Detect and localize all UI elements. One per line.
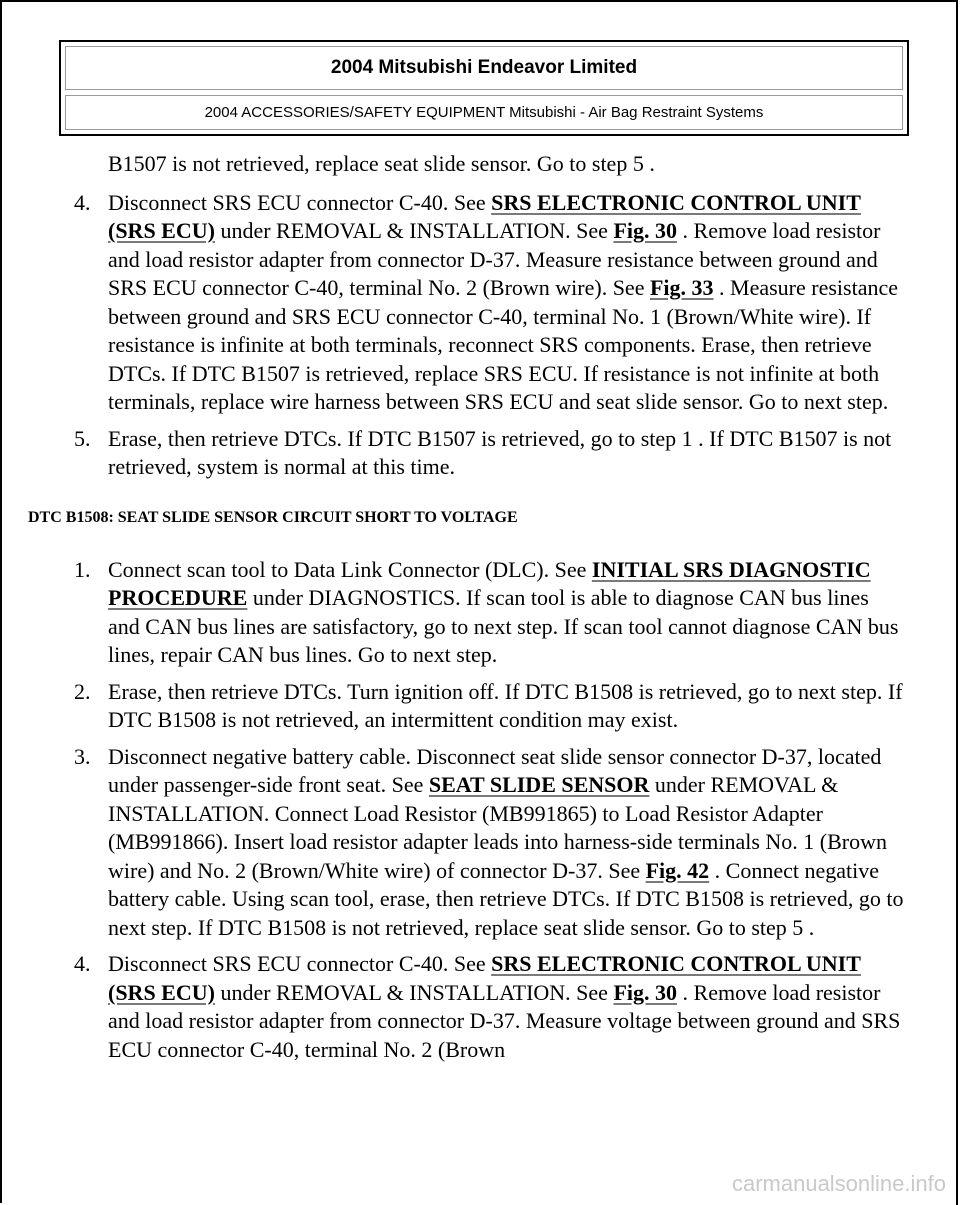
header-subtitle: 2004 ACCESSORIES/SAFETY EQUIPMENT Mitsubishi - Air Bag Restraint Systems: [65, 95, 903, 130]
document-body: [28, 150, 904, 1072]
step-list-b1507: [74, 189, 904, 482]
document-header: [59, 40, 909, 136]
step-item: [74, 678, 904, 735]
step-number: 4.: [74, 189, 91, 215]
page-border-right: [956, 0, 958, 1205]
link-srs-ecu[interactable]: SRS ELECTRONIC CONTROL UNIT (SRS ECU): [108, 951, 861, 1005]
step-text: Disconnect SRS ECU connector C-40. See: [108, 189, 492, 215]
step-text: Disconnect SRS ECU connector C-40. See: [108, 951, 492, 976]
step-number: 2.: [74, 678, 91, 704]
step-number: 3.: [74, 743, 91, 769]
link-fig-42[interactable]: Fig. 42: [645, 857, 710, 883]
step-number: 5.: [74, 425, 91, 451]
link-initial-srs-diagnostic[interactable]: INITIAL SRS DIAGNOSTIC PROCEDURE: [108, 556, 871, 610]
watermark-text: carmanualsonline.info: [731, 1171, 946, 1196]
link-seat-slide-sensor[interactable]: SEAT SLIDE SENSOR: [428, 772, 650, 797]
step-text: under REMOVAL & INSTALLATION. Connect Load Resistor (MB991865) to Load Resistor Adapter (MB991866). Insert load resistor adapter leads into harness-side terminals No. 1 (Brown wire) and No. 2 (Brown/White wire) of connector D-37. See: [108, 772, 887, 883]
link-fig-30[interactable]: Fig. 30: [613, 979, 678, 1005]
link-fig-33[interactable]: Fig. 33: [649, 275, 714, 300]
step-text: Disconnect negative battery cable. Disconnect seat slide sensor connector D-37, located under passenger-side front seat. See: [108, 743, 882, 797]
step-item: [74, 556, 904, 670]
step-text: . Remove load resistor and load resistor adapter from connector D-37. Measure resistance between ground and SRS ECU connector C-40, terminal No. 2 (Brown wire). See: [108, 218, 881, 300]
step-text: under REMOVAL & INSTALLATION. See: [214, 218, 614, 243]
step-text: under REMOVAL & INSTALLATION. See: [214, 979, 614, 1005]
link-srs-ecu[interactable]: SRS ELECTRONIC CONTROL UNIT (SRS ECU): [108, 189, 861, 243]
step-text: . Remove load resistor and load resistor adapter from connector D-37. Measure voltage between ground and SRS ECU connector C-40, terminal No. 2 (Brown: [108, 979, 901, 1062]
step-item: [74, 743, 904, 943]
continued-paragraph: B1507 is not retrieved, replace seat slide sensor. Go to step 5 .: [108, 151, 655, 176]
step-number: 1.: [74, 556, 91, 582]
header-title: 2004 Mitsubishi Endeavor Limited: [65, 46, 903, 90]
step-item: [74, 425, 904, 482]
section-heading: DTC B1508: SEAT SLIDE SENSOR CIRCUIT SHORT TO VOLTAGE: [28, 508, 518, 526]
step-item: [74, 950, 904, 1064]
link-fig-30[interactable]: Fig. 30: [613, 218, 678, 243]
step-text: . Connect negative battery cable. Using scan tool, erase, then retrieve DTCs. If DTC B1508 is retrieved, go to next step. If DTC B1508 is not retrieved, replace seat slide sensor. Go to step 5 .: [108, 857, 904, 940]
step-item: [74, 189, 904, 417]
step-list-b1508: [74, 556, 904, 1065]
step-text: under DIAGNOSTICS. If scan tool is able to diagnose CAN bus lines and CAN bus lines are satisfactory, go to next step. If scan tool cannot diagnose CAN bus lines, repair CAN bus lines. Go to next step.: [108, 585, 899, 667]
step-number: 4.: [74, 951, 91, 976]
step-text: Connect scan tool to Data Link Connector (DLC). See: [108, 556, 592, 582]
step-text: . Measure resistance between ground and SRS ECU connector C-40, terminal No. 1 (Brown/White wire). If resistance is infinite at both terminals, reconnect SRS components. Erase, then retrieve DTCs. If DTC B1507 is retrieved, replace SRS ECU. If resistance is not infinite at both terminals, replace wire harness between SRS ECU and seat slide sensor. Go to next step.: [108, 275, 899, 414]
step-text: Erase, then retrieve DTCs. Turn ignition off. If DTC B1508 is retrieved, go to next step. If DTC B1508 is not retrieved, an intermittent condition may exist.: [108, 678, 903, 732]
step-text: Erase, then retrieve DTCs. If DTC B1507 is retrieved, go to step 1 . If DTC B1507 is not retrieved, system is normal at this time.: [108, 425, 892, 479]
